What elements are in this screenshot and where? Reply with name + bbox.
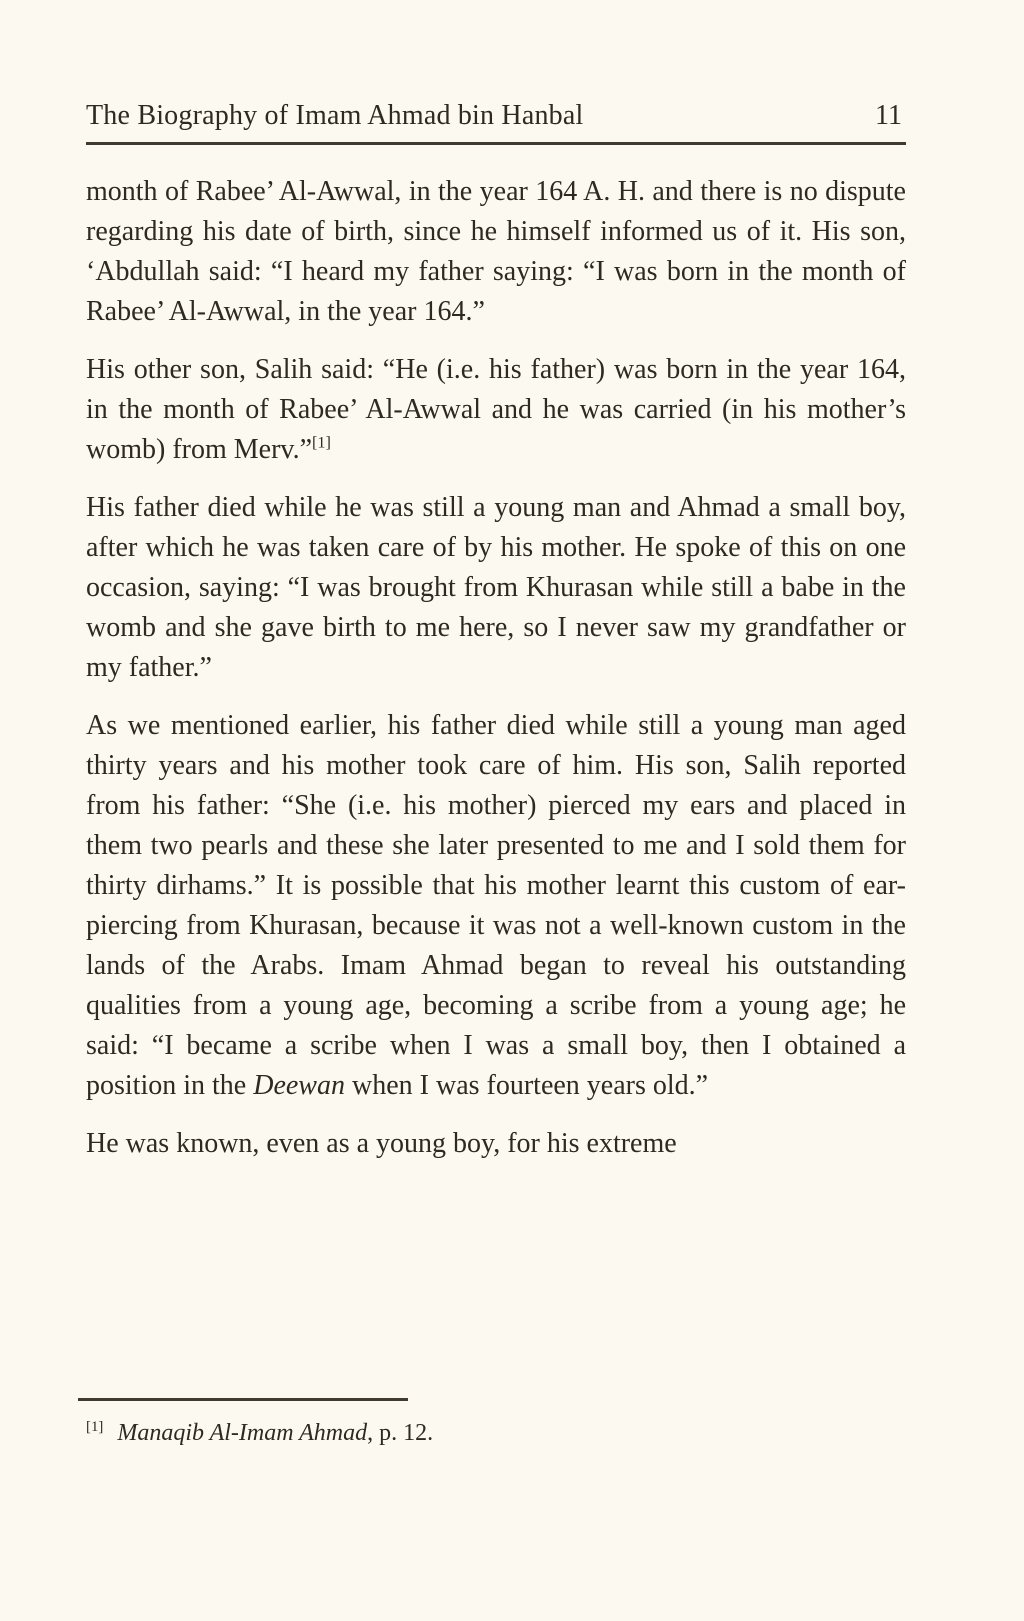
footnote-rest: , p. 12. [367,1420,434,1446]
paragraph-3 [86,488,906,688]
footnote-reference: [1] [312,433,331,452]
footnote-separator [78,1398,408,1401]
paragraph-2 [86,350,906,470]
paragraph-4-text-before: As we mentioned earlier, his father died while still a young man aged thirty years and his mother took care of him. His son, Salih reported from his father: “She (i.e. his mother) pierced my ears and placed in them two pearls and these she later presented to me and I sold them for thirty dirhams.” It is possible that his mother learnt this custom of ear-piercing from Khurasan, because it was not a well-known custom in the lands of the Arabs. Imam Ahmad began to reveal his outstanding qualities from a young age, becoming a scribe from a young age; he said: “I became a scribe when I was a small boy, then I obtained a position in the [86,710,906,1101]
paragraph-5-text: He was known, even as a young boy, for his extreme [86,1128,677,1159]
running-header [86,100,906,145]
footnote-area [78,1398,906,1449]
paragraph-4-text-after: when I was fourteen years old.” [345,1070,709,1101]
footnote-source: Manaqib Al-Imam Ahmad [117,1420,368,1446]
paragraph-1-text: month of Rabee’ Al-Awwal, in the year 164 A. H. and there is no dispute regarding his date of birth, since he himself informed us of it. His son, ‘Abdullah said: “I heard my father saying: “I was born in the month of Rabee’ Al-Awwal, in the year 164.” [86,176,906,327]
page-number: 11 [875,100,902,131]
body-text [86,172,906,1164]
paragraph-3-text: His father died while he was still a young man and Ahmad a small boy, after which he was taken care of by his mother. He spoke of this on one occasion, saying: “I was brought from Khurasan while still a babe in the womb and she gave birth to me here, so I never saw my grandfather or my father.” [86,492,906,683]
paragraph-5 [86,1124,906,1164]
paragraph-1 [86,172,906,332]
page-content [86,100,906,1182]
paragraph-4 [86,706,906,1106]
paragraph-4-italic-term: Deewan [253,1070,345,1101]
paragraph-2-text: His other son, Salih said: “He (i.e. his father) was born in the year 164, in the month of Rabee’ Al-Awwal and he was carried (in his mother’s womb) from Merv.” [86,354,906,465]
footnote-marker: [1] [86,1419,104,1435]
page-title: The Biography of Imam Ahmad bin Hanbal [86,100,584,131]
footnote [78,1417,906,1449]
